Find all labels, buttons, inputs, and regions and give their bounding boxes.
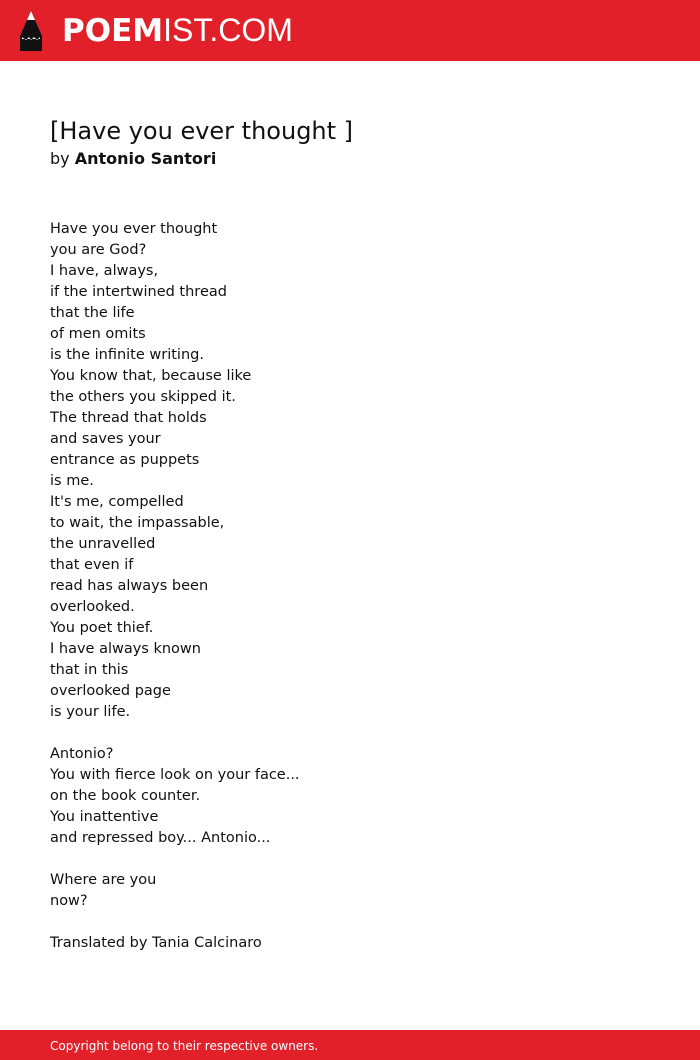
- poem-line: that in this: [50, 662, 129, 678]
- poem-line: Antonio?: [50, 746, 114, 762]
- stanza-break: [50, 723, 300, 744]
- poem-line: the others you skipped it.: [50, 389, 236, 405]
- poem-title: [Have you ever thought ]: [50, 117, 354, 145]
- poem-line: the unravelled: [50, 536, 156, 552]
- poem-line: Where are you: [50, 872, 157, 888]
- poem-line: and repressed boy... Antonio...: [50, 830, 271, 846]
- poem-line: I have always known: [50, 641, 201, 657]
- logo-bold-text: POEM: [62, 13, 164, 49]
- poem-line: I have, always,: [50, 263, 159, 279]
- poem-line: on the book counter.: [50, 788, 201, 804]
- poem-line: You know that, because like: [50, 368, 252, 384]
- poem-line: and saves your: [50, 431, 161, 447]
- poem-line: entrance as puppets: [50, 452, 200, 468]
- poem-line: you are God?: [50, 242, 147, 258]
- logo-light-text: IST.COM: [163, 12, 293, 48]
- poem-line: is your life.: [50, 704, 131, 720]
- poem-line: You inattentive: [50, 809, 159, 825]
- poem-line: It's me, compelled: [50, 494, 184, 510]
- poem-line: that even if: [50, 557, 134, 573]
- poem-line: You poet thief.: [50, 620, 154, 636]
- poem-line: is me.: [50, 473, 94, 489]
- pencil-icon[interactable]: [18, 10, 44, 52]
- poem-line: if the intertwined thread: [50, 284, 227, 300]
- site-logo[interactable]: [62, 11, 293, 50]
- poem-line: overlooked page: [50, 683, 171, 699]
- poem-line: that the life: [50, 305, 135, 321]
- poem-line: Translated by Tania Calcinaro: [50, 935, 262, 951]
- stanza-break: [50, 912, 300, 933]
- poem-body: [50, 219, 300, 954]
- author-name: Antonio Santori: [74, 149, 217, 168]
- poem-line: You with fierce look on your face...: [50, 767, 300, 783]
- site-header: [0, 0, 700, 61]
- copyright-text: Copyright belong to their respective owners.: [50, 1039, 319, 1053]
- poem-line: now?: [50, 893, 88, 909]
- poem-line: to wait, the impassable,: [50, 515, 225, 531]
- poem-line: is the infinite writing.: [50, 347, 204, 363]
- poem-line: read has always been: [50, 578, 209, 594]
- poem-line: Have you ever thought: [50, 221, 218, 237]
- stanza-break: [50, 849, 300, 870]
- poem-line: of men omits: [50, 326, 146, 342]
- by-label: by: [50, 149, 70, 168]
- byline: [50, 148, 216, 170]
- poem-line: The thread that holds: [50, 410, 207, 426]
- poem-line: overlooked.: [50, 599, 135, 615]
- site-footer: [0, 1030, 700, 1060]
